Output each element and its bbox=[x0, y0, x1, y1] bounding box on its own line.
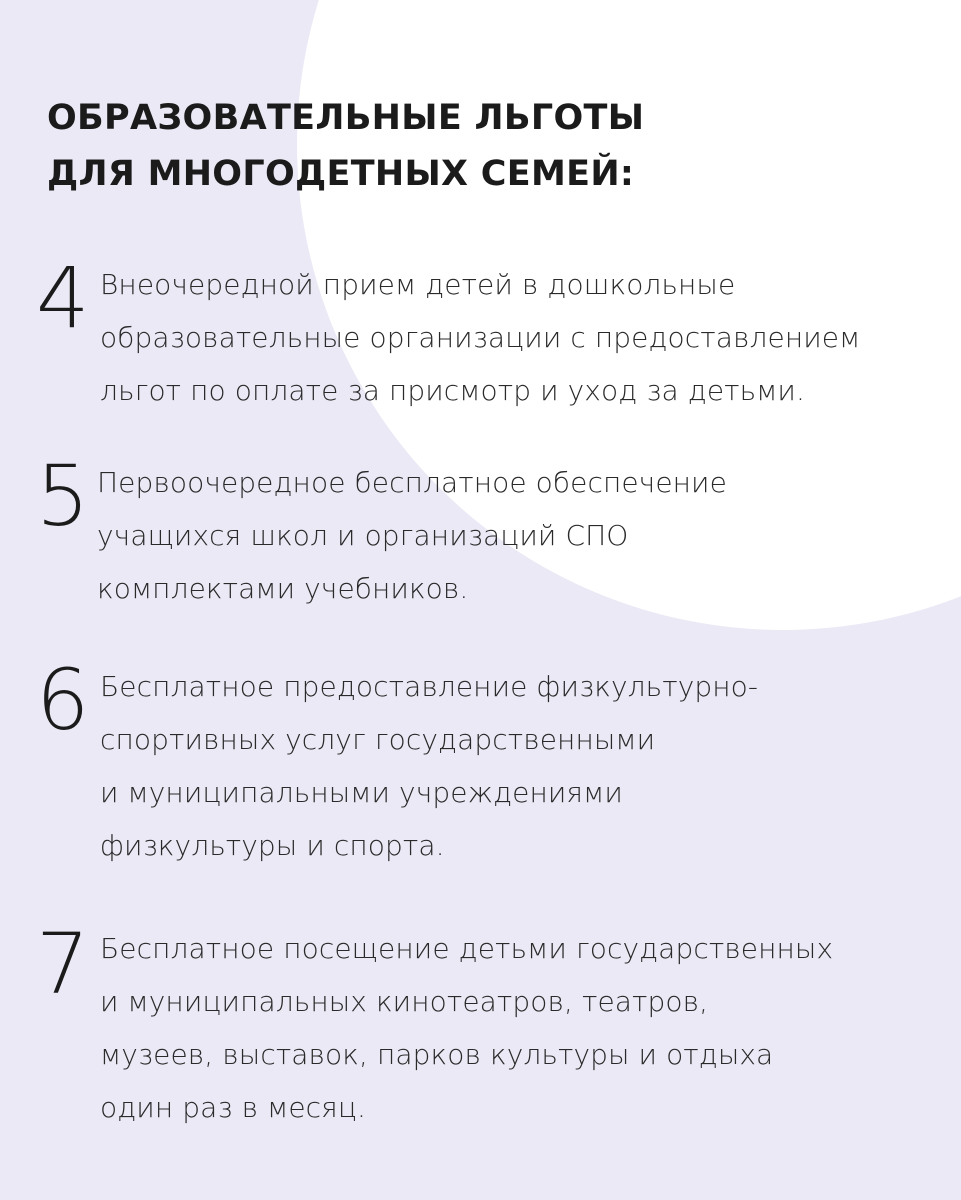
item-text bbox=[100, 258, 950, 417]
item-text-line: физкультуры и спорта. bbox=[100, 829, 445, 862]
item-text-line: льгот по оплате за присмотр и уход за детьми. bbox=[100, 374, 805, 407]
item-text-line: музеев, выставок, парков культуры и отдыха bbox=[100, 1038, 774, 1071]
item-text bbox=[100, 922, 950, 1134]
item-number: 6 bbox=[36, 651, 90, 749]
title-line-2: ДЛЯ МНОГОДЕТНЫХ СЕМЕЙ: bbox=[47, 154, 635, 194]
item-text-line: Бесплатное посещение детьми государственных bbox=[100, 932, 834, 965]
item-number: 4 bbox=[36, 249, 90, 347]
page-title bbox=[47, 90, 644, 202]
item-text-line: комплектами учебников. bbox=[97, 572, 469, 605]
item-text-line: спортивных услуг государственными bbox=[100, 723, 656, 756]
item-text bbox=[100, 660, 950, 872]
item-text-line: один раз в месяц. bbox=[100, 1091, 366, 1124]
item-text-line: и муниципальных кинотеатров, театров, bbox=[100, 985, 709, 1018]
item-text-line: Бесплатное предоставление физкультурно- bbox=[100, 670, 759, 703]
item-number: 5 bbox=[36, 447, 90, 545]
item-text-line: образовательные организации с предоставлением bbox=[100, 321, 861, 354]
item-text-line: и муниципальными учреждениями bbox=[100, 776, 623, 809]
title-line-1: ОБРАЗОВАТЕЛЬНЫЕ ЛЬГОТЫ bbox=[47, 98, 645, 138]
item-text-line: Внеочередной прием детей в дошкольные bbox=[100, 268, 736, 301]
item-text-line: Первоочередное бесплатное обеспечение bbox=[97, 466, 727, 499]
item-number: 7 bbox=[36, 915, 90, 1013]
item-text-line: учащихся школ и организаций СПО bbox=[97, 519, 629, 552]
item-text bbox=[97, 456, 947, 615]
